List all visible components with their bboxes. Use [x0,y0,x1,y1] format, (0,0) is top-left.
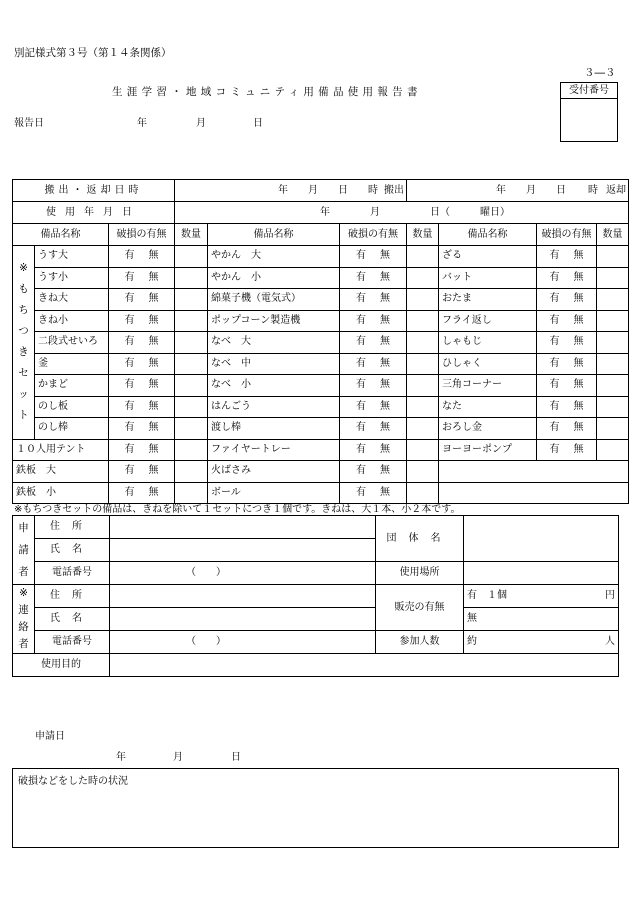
qty-field[interactable] [407,375,439,397]
damage-no-option[interactable]: 無 [380,486,390,498]
damage-check[interactable] [340,461,407,483]
damage-check[interactable] [109,375,175,397]
damage-check[interactable] [340,418,407,440]
use-place-field[interactable] [464,562,619,585]
damage-yes-option[interactable]: 有 [549,250,560,262]
damage-no-option[interactable]: 無 [148,250,159,262]
damage-yes-option[interactable]: 有 [549,379,560,391]
apply-month: 月 [173,752,183,763]
damage-check[interactable] [109,461,175,483]
contact-name-field[interactable] [110,608,376,631]
damage-no-option[interactable]: 無 [148,357,159,369]
damage-no-option[interactable]: 無 [148,465,159,477]
participants-field[interactable]: 約 人 [464,631,619,654]
qty-field[interactable] [407,396,439,418]
qty-field[interactable] [597,396,629,418]
qty-field[interactable] [407,289,439,311]
contact-phone-label: 電話番号 [35,631,110,654]
damage-yes-option[interactable]: 有 [356,443,366,455]
item-name: １０人用テント [13,439,109,461]
damage-yes-option[interactable]: 有 [124,486,135,498]
applicant-table [12,515,619,677]
contact-side-label: ※ 連 絡 者 [13,585,35,654]
damage-yes-option[interactable]: 有 [356,486,366,498]
qty-field[interactable] [407,418,439,440]
item-name: ひしゃく [439,353,537,375]
damage-no-option[interactable]: 無 [573,443,584,455]
item-name: なべ 中 [208,353,340,375]
item-name: ヨーヨーポンプ [439,439,537,461]
pickup-datetime-field[interactable]: 年 月 日 時 搬出 [175,180,407,202]
header-name-3: 備品名称 [439,224,537,246]
applicant-address-field[interactable] [110,516,376,539]
damage-yes-option[interactable]: 有 [124,465,135,477]
damage-check[interactable] [109,396,175,418]
damage-yes-option[interactable]: 有 [356,400,366,412]
header-qty-3: 数量 [597,224,629,246]
damage-check[interactable] [537,396,597,418]
damage-check[interactable] [537,332,597,354]
applicant-name-label: 氏名 [35,539,110,562]
use-date-field[interactable]: 年 月 日（ 曜日） [175,202,629,224]
damage-no-option[interactable]: 無 [380,271,390,283]
header-qty-2: 数量 [407,224,439,246]
contact-address-field[interactable] [110,585,376,608]
item-name: うす大 [35,246,109,268]
qty-field[interactable] [597,418,629,440]
report-day: 日 [253,118,263,129]
damage-check[interactable] [340,267,407,289]
item-name: しゃもじ [439,332,537,354]
item-name: きね小 [35,310,109,332]
damage-yes-option[interactable]: 有 [124,314,135,326]
item-name: やかん 小 [208,267,340,289]
damage-check[interactable] [340,310,407,332]
qty-field[interactable] [407,267,439,289]
qty-field[interactable] [175,310,208,332]
damage-yes-option[interactable]: 有 [549,400,560,412]
pickup-tag: 搬出 [384,184,404,196]
qty-field[interactable] [175,246,208,268]
damage-yes-option[interactable]: 有 [124,400,135,412]
purpose-field[interactable] [110,654,619,677]
damage-yes-option[interactable]: 有 [356,314,366,326]
qty-field[interactable] [597,267,629,289]
damage-no-option[interactable]: 無 [148,314,159,326]
damage-check[interactable] [109,332,175,354]
qty-field[interactable] [175,353,208,375]
return-datetime-field[interactable]: 年 月 日 時 返却 [407,180,629,202]
pickup-return-row [13,180,629,202]
damage-check[interactable] [340,353,407,375]
damage-check[interactable] [109,439,175,461]
damage-yes-option[interactable]: 有 [124,293,135,305]
damage-no-option[interactable]: 無 [573,379,584,391]
damage-no-option[interactable]: 無 [148,271,159,283]
item-name: きね大 [35,289,109,311]
damage-no-option[interactable]: 無 [380,250,390,262]
qty-field[interactable] [175,439,208,461]
header-name-2: 備品名称 [208,224,340,246]
damage-yes-option[interactable]: 有 [356,379,366,391]
item-name: かまど [35,375,109,397]
header-name-1: 備品名称 [13,224,109,246]
damage-yes-option[interactable]: 有 [549,357,560,369]
header-damage-3: 破損の有無 [537,224,597,246]
qty-field[interactable] [175,418,208,440]
apply-year: 年 [116,752,126,763]
qty-field[interactable] [407,439,439,461]
qty-field[interactable] [407,332,439,354]
damage-no-option[interactable]: 無 [380,379,390,391]
qty-field[interactable] [597,375,629,397]
applicant-phone-field[interactable]: （ ） [110,562,376,585]
group-name-field[interactable] [464,516,619,562]
applicant-phone-label: 電話番号 [35,562,110,585]
qty-field[interactable] [175,267,208,289]
damage-check[interactable] [340,289,407,311]
receipt-number-label: 受付番号 [561,83,617,99]
damage-no-option[interactable]: 無 [573,271,584,283]
column-header-row [13,224,629,246]
mochi-set-note: ※もちつきセットの備品は、きねを除いて１セットにつき１個です。きねは、大１本、小２本です。 [14,504,461,515]
qty-field[interactable] [597,310,629,332]
damage-situation-label: 破損などをした時の状況 [18,776,128,787]
damage-yes-option[interactable]: 有 [124,379,135,391]
page-title: 生涯学習・地域コミュニティ用備品使用報告書 [112,86,422,98]
damage-no-option[interactable]: 無 [573,336,584,348]
use-date-row [13,202,629,224]
damage-no-option[interactable]: 無 [148,400,159,412]
qty-field[interactable] [597,246,629,268]
applicant-name-field[interactable] [110,539,376,562]
apply-date-label: 申請日 [35,731,65,742]
mochi-set-label: ※ も ち つ き セ ッ ト [13,246,35,440]
damage-no-option[interactable]: 無 [380,314,390,326]
damage-yes-option[interactable]: 有 [356,250,366,262]
qty-field[interactable] [407,246,439,268]
damage-no-option[interactable]: 無 [573,293,584,305]
return-tag: 返却 [606,184,626,196]
receipt-number-box[interactable] [560,82,618,142]
damage-check[interactable] [537,246,597,268]
item-name: バット [439,267,537,289]
damage-check[interactable] [537,439,597,461]
report-year: 年 [137,118,147,129]
header-qty-1: 数量 [175,224,208,246]
item-name: 渡し棒 [208,418,340,440]
damage-check[interactable] [340,375,407,397]
damage-no-option[interactable]: 無 [148,379,159,391]
item-name: フライ返し [439,310,537,332]
report-date-label: 報告日 [14,118,44,129]
use-place-label: 使用場所 [376,562,464,585]
damage-yes-option[interactable]: 有 [356,293,366,305]
qty-field[interactable] [175,461,208,483]
damage-check[interactable] [537,375,597,397]
header-damage-2: 破損の有無 [340,224,407,246]
damage-yes-option[interactable]: 有 [356,422,366,434]
item-name: ポップコーン製造機 [208,310,340,332]
damage-no-option[interactable]: 無 [148,486,159,498]
item-name: 火ばさみ [208,461,340,483]
item-name: ざる [439,246,537,268]
damage-no-option[interactable]: 無 [573,250,584,262]
damage-check[interactable] [109,246,175,268]
damage-no-option[interactable]: 無 [148,293,159,305]
item-name: 釜 [35,353,109,375]
header-damage-1: 破損の有無 [109,224,175,246]
item-name: なた [439,396,537,418]
use-date-label: 使用年月日 [13,202,175,224]
item-name: 綿菓子機（電気式） [208,289,340,311]
sales-yes-field[interactable]: 有 １個 円 [464,585,619,608]
applicant-address-label: 住所 [35,516,110,539]
damage-yes-option[interactable]: 有 [549,443,560,455]
participants-label: 参加人数 [376,631,464,654]
damage-check[interactable] [109,310,175,332]
damage-yes-option[interactable]: 有 [124,422,135,434]
item-name: おたま [439,289,537,311]
damage-check[interactable] [109,289,175,311]
purpose-label: 使用目的 [13,654,110,677]
item-name: おろし金 [439,418,537,440]
qty-field[interactable] [407,353,439,375]
sales-label: 販売の有無 [376,585,464,631]
qty-field[interactable] [597,332,629,354]
damage-check[interactable] [109,353,175,375]
damage-yes-option[interactable]: 有 [549,314,560,326]
damage-check[interactable] [340,396,407,418]
damage-yes-option[interactable]: 有 [124,250,135,262]
item-name: のし板 [35,396,109,418]
damage-no-option[interactable]: 無 [380,422,390,434]
equipment-table [12,179,629,504]
report-month: 月 [196,118,206,129]
damage-check[interactable] [537,353,597,375]
damage-no-option[interactable]: 無 [148,443,159,455]
qty-field[interactable] [175,375,208,397]
item-name: 三角コーナー [439,375,537,397]
item-name: ボール [208,482,340,504]
qty-field[interactable] [407,461,439,483]
group-name-label: 団体名 [376,516,464,562]
damage-yes-option[interactable]: 有 [124,443,135,455]
pickup-return-label: 搬出・返却日時 [13,180,175,202]
item-name: ファイヤートレー [208,439,340,461]
contact-name-label: 氏名 [35,608,110,631]
empty-cell [439,482,629,504]
qty-field[interactable] [597,353,629,375]
qty-field[interactable] [175,396,208,418]
contact-address-label: 住所 [35,585,110,608]
damage-check[interactable] [340,332,407,354]
damage-no-option[interactable]: 無 [148,422,159,434]
damage-yes-option[interactable]: 有 [124,271,135,283]
damage-no-option[interactable]: 無 [380,293,390,305]
damage-check[interactable] [109,267,175,289]
damage-situation-box[interactable] [12,768,619,848]
damage-yes-option[interactable]: 有 [356,336,366,348]
damage-check[interactable] [537,310,597,332]
item-name: 鉄板 大 [13,461,109,483]
damage-no-option[interactable]: 無 [573,314,584,326]
qty-field[interactable] [175,289,208,311]
apply-day: 日 [231,752,241,763]
damage-yes-option[interactable]: 有 [356,271,366,283]
form-number: 別記様式第３号（第１４条関係） [14,47,172,59]
qty-field[interactable] [175,332,208,354]
damage-no-option[interactable]: 無 [380,465,390,477]
sales-no-field[interactable]: 無 [464,608,619,631]
empty-cell [439,461,629,483]
qty-field[interactable] [597,289,629,311]
damage-check[interactable] [537,289,597,311]
damage-check[interactable] [109,418,175,440]
damage-no-option[interactable]: 無 [573,422,584,434]
document-code: ３―３ [584,67,616,79]
damage-yes-option[interactable]: 有 [356,465,366,477]
damage-check[interactable] [340,246,407,268]
damage-yes-option[interactable]: 有 [124,336,135,348]
damage-check[interactable] [340,439,407,461]
item-name: なべ 小 [208,375,340,397]
item-name: やかん 大 [208,246,340,268]
qty-field[interactable] [407,310,439,332]
damage-yes-option[interactable]: 有 [549,336,560,348]
damage-check[interactable] [537,267,597,289]
applicant-side-label: 申 請 者 [13,516,35,585]
damage-yes-option[interactable]: 有 [356,357,366,369]
item-name: 二段式せいろ [35,332,109,354]
damage-no-option[interactable]: 無 [380,443,390,455]
damage-no-option[interactable]: 無 [573,400,584,412]
qty-field[interactable] [597,439,629,461]
damage-no-option[interactable]: 無 [380,357,390,369]
damage-no-option[interactable]: 無 [148,336,159,348]
damage-yes-option[interactable]: 有 [549,293,560,305]
item-name: なべ 大 [208,332,340,354]
contact-phone-field[interactable]: （ ） [110,631,376,654]
item-name: うす小 [35,267,109,289]
item-name: はんごう [208,396,340,418]
damage-yes-option[interactable]: 有 [549,422,560,434]
item-name: のし棒 [35,418,109,440]
damage-yes-option[interactable]: 有 [549,271,560,283]
item-name: 鉄板 小 [13,482,109,504]
damage-no-option[interactable]: 無 [380,400,390,412]
damage-no-option[interactable]: 無 [573,357,584,369]
damage-no-option[interactable]: 無 [380,336,390,348]
damage-yes-option[interactable]: 有 [124,357,135,369]
damage-check[interactable] [537,418,597,440]
